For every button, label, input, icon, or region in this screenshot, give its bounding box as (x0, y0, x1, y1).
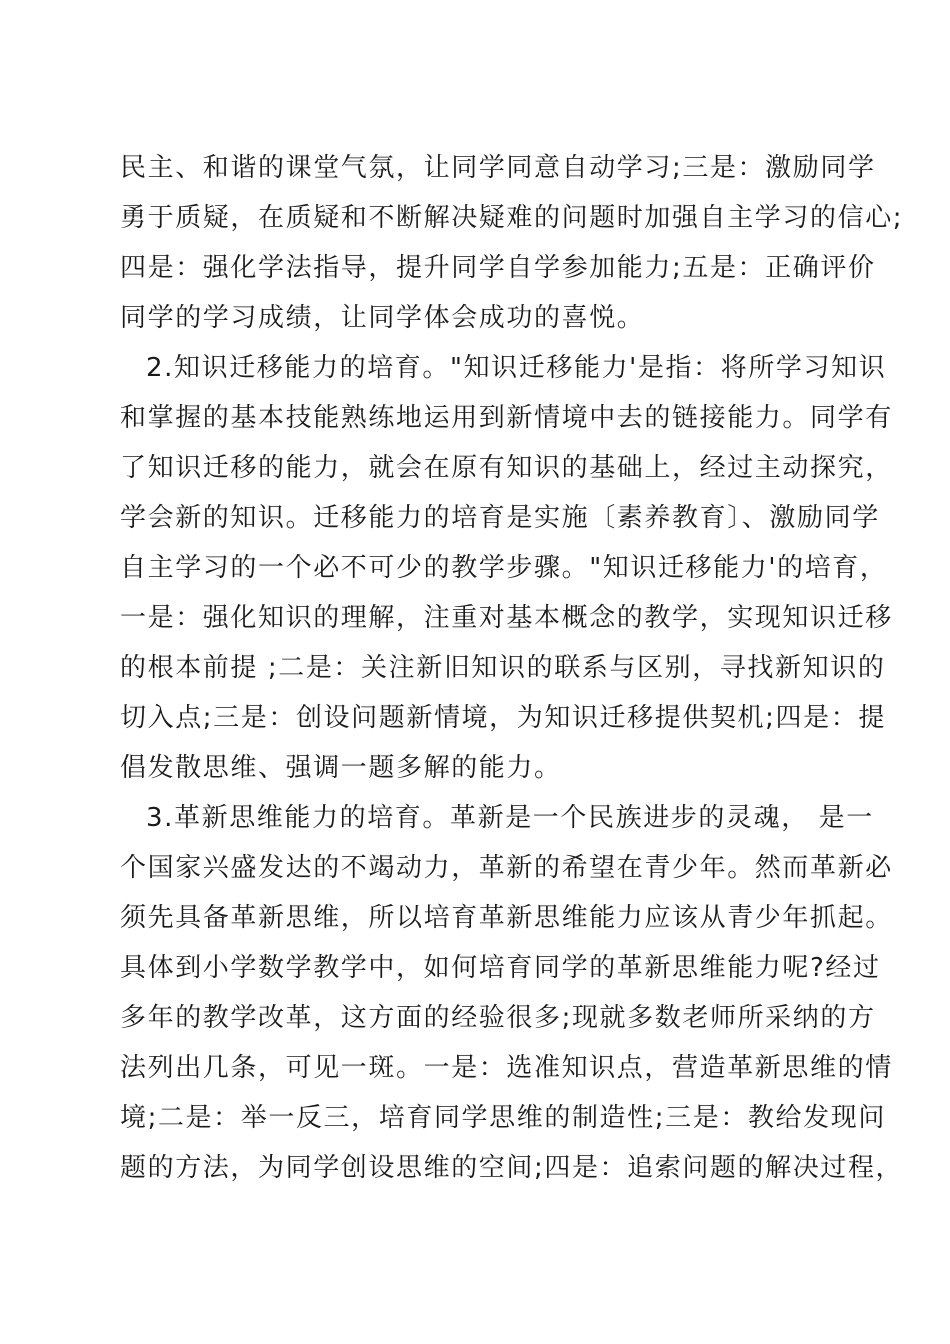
text-line: 倡发散思维、强调一题多解的能力。 (120, 753, 562, 783)
text-line: 法列出几条，可见一斑。一是：选准知识点，营造革新思维的情 (120, 1053, 893, 1083)
text-line: 须先具备革新思维，所以培育革新思维能力应该从青少年抓起。 (120, 903, 893, 933)
text-line: 个国家兴盛发达的不竭动力，革新的希望在青少年。然而革新必 (120, 853, 893, 883)
text-line: 境;二是：举一反三，培育同学思维的制造性;三是：教给发现问 (120, 1103, 886, 1133)
paragraph-heading-3: 3.革新思维能力的培育。革新是一个民族进步的灵魂， 是一 (146, 803, 874, 833)
text-line: 学会新的知识。迁移能力的培育是实施〔素养教育〕、激励同学 (120, 503, 880, 533)
paragraph-heading-2: 2.知识迁移能力的培育。"知识迁移能力'是指：将所学习知识 (146, 353, 887, 383)
text-line: 的根本前提 ;二是：关注新旧知识的联系与区别，寻找新知识的 (120, 653, 886, 683)
text-line: 同学的学习成绩，让同学体会成功的喜悦。 (120, 303, 645, 333)
text-line: 四是：强化学法指导，提升同学自学参加能力;五是：正确评价 (120, 253, 876, 283)
text-line: 切入点;三是：创设问题新情境，为知识迁移提供契机;四是：提 (120, 703, 886, 733)
text-line: 题的方法，为同学创设思维的空间;四是：追索问题的解决过程， (120, 1153, 904, 1183)
text-line: 勇于质疑，在质疑和不断解决疑难的问题时加强自主学习的信心; (120, 203, 904, 233)
text-line: 多年的教学改革，这方面的经验很多;现就多数老师所采纳的方 (120, 1003, 876, 1033)
text-line: 自主学习的一个必不可少的教学步骤。"知识迁移能力'的培育， (120, 553, 888, 583)
text-line: 和掌握的基本技能熟练地运用到新情境中去的链接能力。同学有 (120, 403, 893, 433)
text-line: 民主、和谐的课堂气氛，让同学同意自动学习;三是：激励同学 (120, 153, 876, 183)
text-line: 了知识迁移的能力，就会在原有知识的基础上，经过主动探究， (120, 453, 893, 483)
text-line: 一是：强化知识的理解，注重对基本概念的教学，实现知识迁移 (120, 603, 893, 633)
text-line: 具体到小学数学教学中，如何培育同学的革新思维能力呢?经过 (120, 953, 881, 983)
